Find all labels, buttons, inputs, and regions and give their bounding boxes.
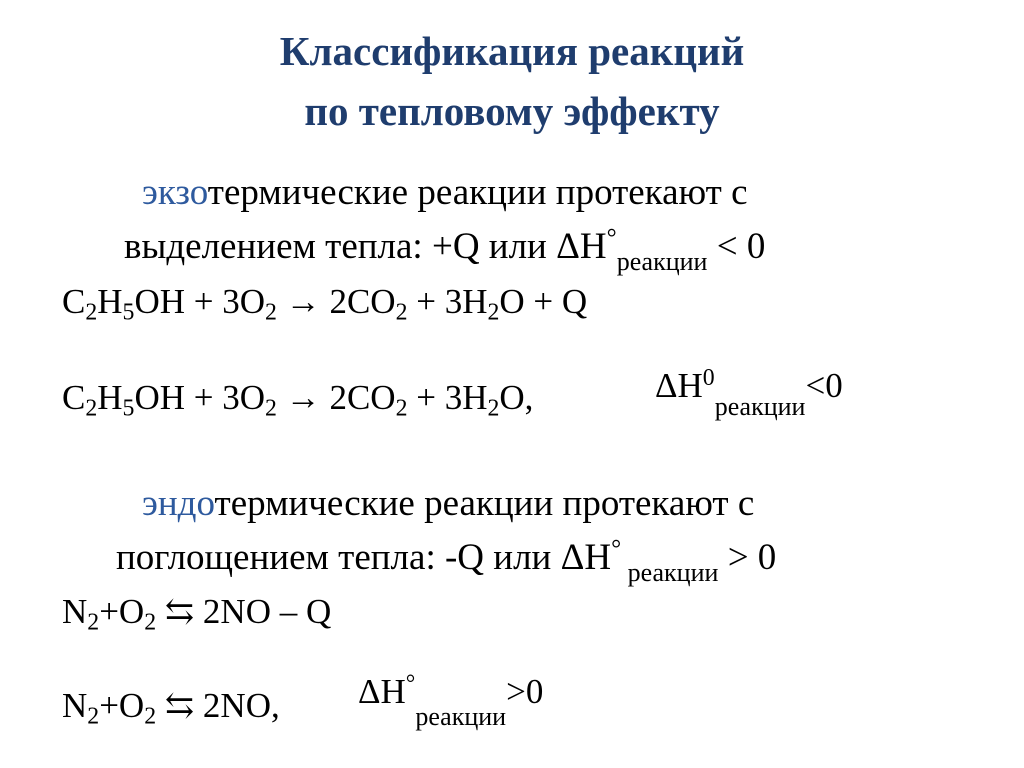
- eq-part: +O: [99, 686, 145, 725]
- eq-sub: 2: [395, 299, 408, 326]
- eq-part: ⇆ 2NO,: [156, 686, 280, 725]
- delta-h-comparison: >0: [506, 672, 544, 711]
- exo-subscript: реакции: [616, 247, 708, 276]
- eq-sub: 2: [144, 609, 157, 636]
- eq-sub: 2: [87, 703, 100, 730]
- endo-text1: термические реакции протекают с: [214, 483, 755, 524]
- eq-part: + 3H: [407, 378, 488, 417]
- eq-part: N: [62, 592, 88, 631]
- eq-part: +O: [99, 592, 145, 631]
- slide-title-line2: по тепловому эффекту: [304, 88, 720, 134]
- eq-part: OH + 3O: [134, 378, 266, 417]
- endo-line1: [142, 483, 754, 525]
- endo-delta-h-expression: [358, 671, 544, 731]
- delta-h-sup: 0: [702, 365, 715, 392]
- delta-h: ΔH: [358, 672, 406, 711]
- exo-degree: °: [606, 224, 617, 252]
- eq-sub: 2: [265, 299, 277, 326]
- delta-h: ΔH: [655, 366, 703, 405]
- endo-degree: °: [611, 535, 622, 563]
- eq-part: C: [62, 282, 86, 321]
- eq-sub: 2: [85, 395, 98, 422]
- exo-delta-h: ΔH: [556, 226, 607, 267]
- exo-prefix: экзо: [142, 172, 208, 213]
- eq-sub: 2: [265, 395, 277, 422]
- eq-sub: 2: [144, 703, 157, 730]
- delta-h-subscript: реакции: [415, 702, 507, 731]
- delta-h-comparison: <0: [805, 366, 843, 405]
- endo-prefix: эндо: [142, 483, 215, 524]
- eq-sub: 5: [122, 299, 135, 326]
- endo-equation-1: [62, 592, 332, 636]
- eq-part: → 2CO: [276, 282, 396, 321]
- endo-subscript: реакции: [621, 558, 719, 587]
- exo-line2: [124, 224, 766, 276]
- endo-text2: поглощением тепла: -Q или: [116, 537, 561, 578]
- exo-equation-1: [62, 282, 588, 326]
- eq-sub: 2: [395, 395, 408, 422]
- eq-part: H: [97, 282, 123, 321]
- eq-part: H: [97, 378, 123, 417]
- exo-comparison: < 0: [707, 226, 766, 267]
- eq-part: O + Q: [499, 282, 588, 321]
- eq-part: ⇆ 2NO – Q: [156, 592, 332, 631]
- delta-h-subscript: реакции: [714, 392, 806, 421]
- exo-equation-2: [62, 378, 534, 422]
- eq-sub: 2: [487, 395, 500, 422]
- eq-sub: 2: [87, 609, 100, 636]
- endo-comparison: > 0: [718, 537, 777, 578]
- exo-line1: [142, 172, 748, 214]
- eq-part: → 2CO: [276, 378, 396, 417]
- eq-part: C: [62, 378, 86, 417]
- eq-part: N: [62, 686, 88, 725]
- endo-delta-h: ΔH: [560, 537, 612, 578]
- eq-sub: 5: [122, 395, 135, 422]
- exo-delta-h-expression: [655, 365, 843, 421]
- eq-part: O,: [499, 378, 534, 417]
- delta-h-sup: °: [405, 671, 416, 698]
- endo-equation-2: [62, 686, 280, 730]
- endo-line2: [116, 535, 777, 587]
- eq-sub: 2: [85, 299, 98, 326]
- eq-part: OH + 3O: [134, 282, 266, 321]
- exo-text1: термические реакции протекают с: [207, 172, 748, 213]
- eq-part: + 3H: [407, 282, 488, 321]
- eq-sub: 2: [487, 299, 500, 326]
- exo-text2: выделением тепла: +Q или: [124, 226, 557, 267]
- slide-title-line1: Классификация реакций: [279, 28, 745, 74]
